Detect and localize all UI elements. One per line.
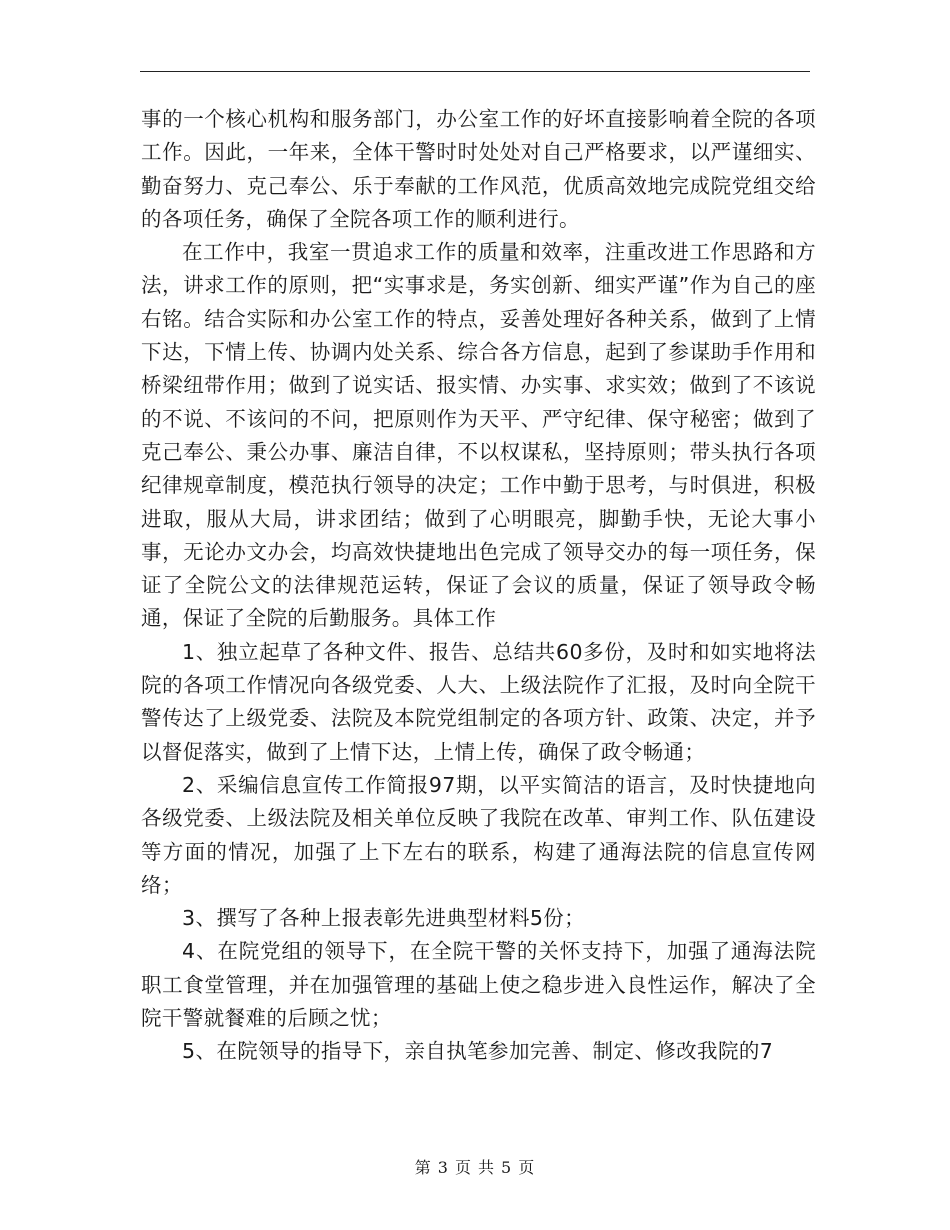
header-rule bbox=[140, 71, 810, 72]
paragraph-7: 5、在院领导的指导下，亲自执笔参加完善、制定、修改我院的7 bbox=[182, 1039, 774, 1064]
footer-current-page: 3 bbox=[437, 1158, 449, 1177]
page-number-footer bbox=[0, 1155, 950, 1178]
footer-total-pages: 5 bbox=[501, 1158, 513, 1177]
paragraph-3: 1、独立起草了各种文件、报告、总结共60多份，及时和如实地将法院的各项工作情况向各级党委、人大、上级法院作了汇报，及时向全院干警传达了上级党委、法院及本院党组制定的各项方针、政策、决定，并予以督促落实，做到了上情下达，上情上传，确保了政令畅通； bbox=[141, 639, 816, 764]
paragraph-5: 3、撰写了各种上报表彰先进典型材料5份； bbox=[182, 906, 586, 931]
paragraph-2: 在工作中，我室一贯追求工作的质量和效率，注重改进工作思路和方法，讲求工作的原则，把“实事求是，务实创新、细实严谨”作为自己的座右铭。结合实际和办公室工作的特点，妥善处理好各种关系，做到了上情下达，下情上传、协调内处关系、综合各方信息，起到了参谋助手作用和桥梁纽带作用；做到了说实话、报实情、办实事、求实效；做到了不该说的不说、不该问的不问，把原则作为天平、严守纪律、保守秘密；做到了克己奉公、秉公办事、廉洁自律，不以权谋私，坚持原则；带头执行各项纪律规章制度，模范执行领导的决定；工作中勤于思考，与时俱进，积极进取，服从大局，讲求团结；做到了心明眼亮，脚勤手快，无论大事小事，无论办文办会，均高效快捷地出色完成了领导交办的每一项任务，保证了全院公文的法律规范运转，保证了会议的质量，保证了领导政令畅通，保证了全院的后勤服务。具体工作 bbox=[141, 240, 816, 631]
paragraph-1: 事的一个核心机构和服务部门，办公室工作的好坏直接影响着全院的各项工作。因此，一年来，全体干警时时处处对自己严格要求，以严谨细实、勤奋努力、克己奉公、乐于奉献的工作风范，优质高效地完成院党组交给的各项任务，确保了全院各项工作的顺利进行。 bbox=[141, 107, 816, 231]
paragraph-4: 2、采编信息宣传工作简报97期，以平实简洁的语言，及时快捷地向各级党委、上级法院及相关单位反映了我院在改革、审判工作、队伍建设等方面的情况，加强了上下左右的联系，构建了通海法院的信息宣传网络； bbox=[141, 772, 816, 897]
footer-suffix: 页 bbox=[518, 1158, 536, 1177]
footer-prefix: 第 bbox=[414, 1158, 432, 1177]
footer-middle: 页 共 bbox=[454, 1158, 496, 1177]
paragraph-6: 4、在院党组的领导下，在全院干警的关怀支持下，加强了通海法院职工食堂管理，并在加强管理的基础上使之稳步进入良性运作，解决了全院干警就餐难的后顾之忧； bbox=[141, 939, 816, 1031]
document-body bbox=[141, 103, 816, 1069]
